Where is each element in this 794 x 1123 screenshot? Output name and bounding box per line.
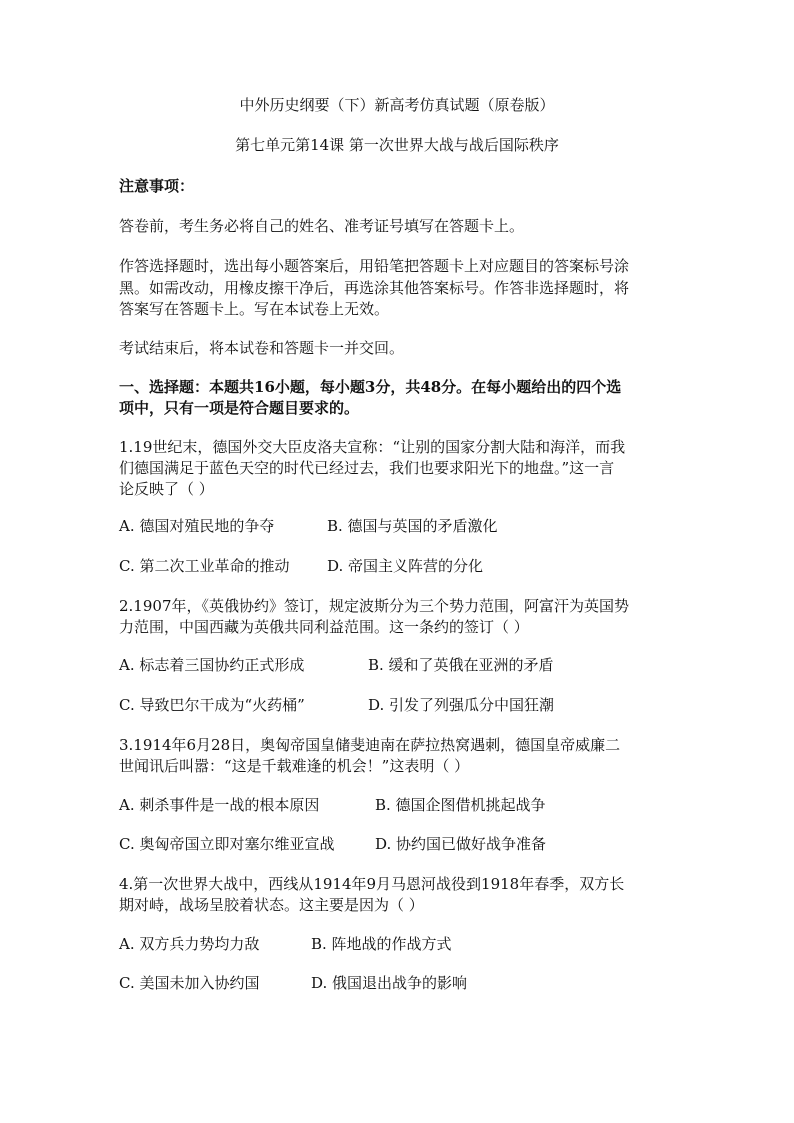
question-1-option-b[interactable]: B. 德国与英国的矛盾激化	[327, 517, 498, 535]
notice-heading: 注意事项：	[119, 177, 195, 195]
section-heading-line-2: 项中，只有一项是符合题目要求的。	[119, 399, 360, 417]
question-4-option-c[interactable]: C. 美国未加入协约国	[119, 974, 260, 992]
question-2-option-c[interactable]: C. 导致巴尔干成为“火药桶”	[119, 696, 305, 714]
question-3-option-c[interactable]: C. 奥匈帝国立即对塞尔维亚宣战	[119, 835, 335, 853]
notice-item-2-line-2: 黑。如需改动，用橡皮擦干净后，再选涂其他答案标号。作答非选择题时，将	[119, 279, 630, 297]
question-4-option-b[interactable]: B. 阵地战的作战方式	[311, 935, 452, 953]
section-heading-line-1: 一、选择题：本题共16小题，每小题3分，共48分。在每小题给出的四个选	[119, 378, 622, 396]
question-4-stem-line-1: 4.第一次世界大战中，西线从1914年9月马恩河战役到1918年春季，双方长	[119, 875, 625, 893]
document-title: 中外历史纲要（下）新高考仿真试题（原卷版）	[239, 96, 555, 114]
notice-item-3: 考试结束后，将本试卷和答题卡一并交回。	[119, 339, 405, 357]
notice-item-2-line-3: 答案写在答题卡上。写在本试卷上无效。	[119, 300, 390, 318]
question-3-stem-line-2: 世闻讯后叫嚣：“这是千载难逢的机会！”这表明（ ）	[119, 757, 470, 775]
question-3-option-d[interactable]: D. 协约国已做好战争准备	[375, 835, 547, 853]
question-3-option-a[interactable]: A. 刺杀事件是一战的根本原因	[119, 796, 320, 814]
question-3-stem-line-1: 3.1914年6月28日，奥匈帝国皇储斐迪南在萨拉热窝遇刺，德国皇帝威廉二	[119, 736, 621, 754]
question-2-option-d[interactable]: D. 引发了列强瓜分中国狂潮	[368, 696, 555, 714]
question-1-option-c[interactable]: C. 第二次工业革命的推动	[119, 557, 290, 575]
question-1-stem-line-3: 论反映了（ ）	[119, 480, 214, 498]
question-4-stem-line-2: 期对峙，战场呈胶着状态。这主要是因为（ ）	[119, 896, 424, 914]
question-2-stem-line-2: 力范围，中国西藏为英俄共同利益范围。这一条约的签订（ ）	[119, 618, 529, 636]
question-3-option-b[interactable]: B. 德国企图借机挑起战争	[375, 796, 546, 814]
question-2-stem-line-1: 2.1907年，《英俄协约》签订，规定波斯分为三个势力范围，阿富汗为英国势	[119, 597, 629, 615]
document-subtitle: 第七单元第14课 第一次世界大战与战后国际秩序	[235, 136, 559, 154]
question-2-option-a[interactable]: A. 标志着三国协约正式形成	[119, 656, 305, 674]
question-1-stem-line-2: 们德国满足于蓝色天空的时代已经过去，我们也要求阳光下的地盘。”这一言	[119, 459, 615, 477]
question-4-option-d[interactable]: D. 俄国退出战争的影响	[311, 974, 468, 992]
notice-item-2-line-1: 作答选择题时，选出每小题答案后，用铅笔把答题卡上对应题目的答案标号涂	[119, 257, 630, 275]
question-4-option-a[interactable]: A. 双方兵力势均力敌	[119, 935, 260, 953]
notice-item-1: 答卷前，考生务必将自己的姓名、准考证号填写在答题卡上。	[119, 217, 525, 235]
question-2-option-b[interactable]: B. 缓和了英俄在亚洲的矛盾	[368, 656, 554, 674]
question-1-option-a[interactable]: A. 德国对殖民地的争夺	[119, 517, 275, 535]
question-1-option-d[interactable]: D. 帝国主义阵营的分化	[327, 557, 484, 575]
question-1-stem-line-1: 1.19世纪末，德国外交大臣皮洛夫宣称：“让别的国家分割大陆和海洋，而我	[119, 438, 626, 456]
